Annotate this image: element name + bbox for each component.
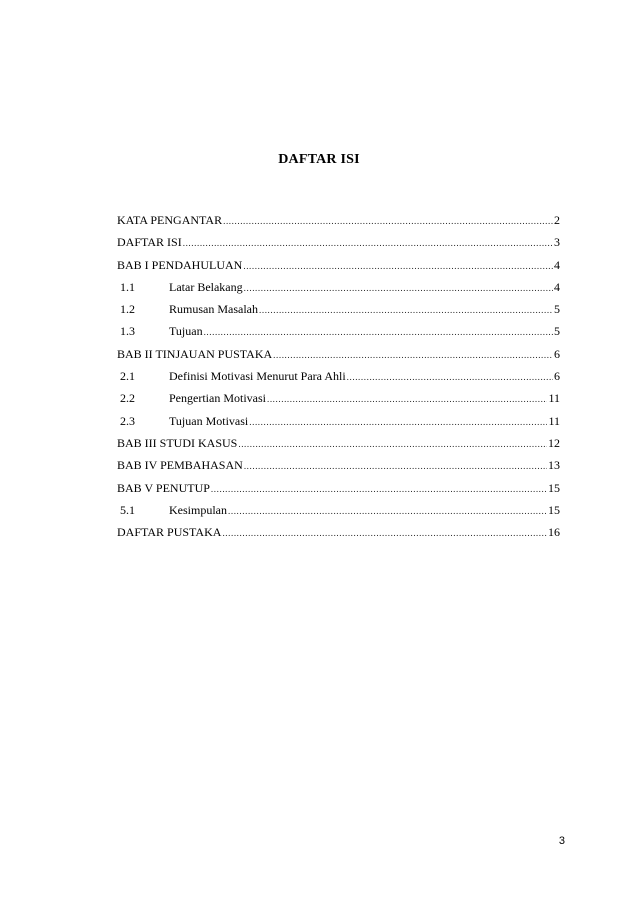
page-title: DAFTAR ISI [278,152,360,167]
toc-entry[interactable] [117,235,560,257]
toc-entry-label: KATA PENGANTAR [117,213,223,227]
toc-subentry[interactable] [117,503,560,525]
toc-entry-page: 3 [554,235,560,250]
toc-subentry[interactable] [117,324,560,346]
toc-entry-label: BAB I PENDAHULUAN [117,257,243,272]
toc-dot-leader [347,373,553,382]
toc-dot-leader [238,440,547,449]
toc-dot-leader [244,462,547,471]
toc-dot-leader [273,351,553,360]
toc-entry-number: 2.3 [120,413,135,428]
toc-entry-label: Definisi Motivasi Menurut Para Ahli [169,369,346,384]
toc-dot-leader [267,395,547,404]
toc-entry[interactable] [117,436,560,458]
toc-dot-leader [204,328,553,337]
toc-subentry[interactable] [117,414,560,436]
toc-entry-label: Kesimpulan [169,502,227,517]
toc-entry-label: BAB IV PEMBAHASAN [117,458,243,473]
toc-dot-leader [222,529,547,538]
toc-entry-label: DAFTAR PUSTAKA [117,525,222,540]
toc-entry-number: 1.3 [120,324,135,339]
toc-entry[interactable] [117,213,560,235]
toc-entry-page: 12 [548,435,560,450]
toc-entry-number: 2.2 [120,391,135,406]
toc-entry-page: 2 [554,213,560,227]
toc-entry-page: 4 [554,257,560,272]
toc-entry-number: 1.2 [120,302,135,317]
toc-entry[interactable] [117,525,560,547]
toc-entry[interactable] [117,481,560,503]
toc-subentry[interactable] [117,391,560,413]
toc-dot-leader [259,306,553,315]
toc-entry-label: BAB V PENUTUP [117,480,210,495]
toc-entry-page: 15 [548,502,560,517]
table-of-contents [117,213,560,547]
toc-entry[interactable] [117,258,560,280]
toc-entry-page: 6 [554,369,560,384]
toc-dot-leader [211,485,547,494]
toc-subentry[interactable] [117,369,560,391]
toc-entry-number: 5.1 [120,502,135,517]
toc-entry-page: 4 [554,279,560,294]
toc-entry-page: 15 [548,480,560,495]
toc-dot-leader [223,217,553,226]
toc-dot-leader [249,418,547,427]
toc-dot-leader [228,507,547,516]
toc-entry[interactable] [117,458,560,480]
toc-entry-label: Rumusan Masalah [169,302,258,317]
toc-entry-page: 5 [554,324,560,339]
toc-entry-label: DAFTAR ISI [117,235,182,250]
toc-entry-page: 13 [548,458,560,473]
toc-dot-leader [243,262,553,271]
page-number: 3 [558,835,565,847]
toc-subentry[interactable] [117,302,560,324]
toc-entry-label: BAB II TINJAUAN PUSTAKA [117,346,273,361]
toc-entry-label: Latar Belakang [169,279,243,294]
toc-entry-number: 2.1 [120,369,135,384]
toc-entry-label: Pengertian Motivasi [169,391,266,406]
toc-dot-leader [244,284,553,293]
toc-entry-page: 5 [554,302,560,317]
toc-entry-page: 6 [554,346,560,361]
toc-entry-page: 11 [548,413,560,428]
toc-dot-leader [183,239,553,248]
toc-entry-label: BAB III STUDI KASUS [117,435,238,450]
toc-entry-page: 16 [548,525,560,540]
toc-entry[interactable] [117,347,560,369]
toc-entry-number: 1.1 [120,279,135,294]
toc-entry-label: Tujuan [169,324,203,339]
toc-entry-label: Tujuan Motivasi [169,413,249,428]
toc-entry-page: 11 [548,391,560,406]
toc-subentry[interactable] [117,280,560,302]
